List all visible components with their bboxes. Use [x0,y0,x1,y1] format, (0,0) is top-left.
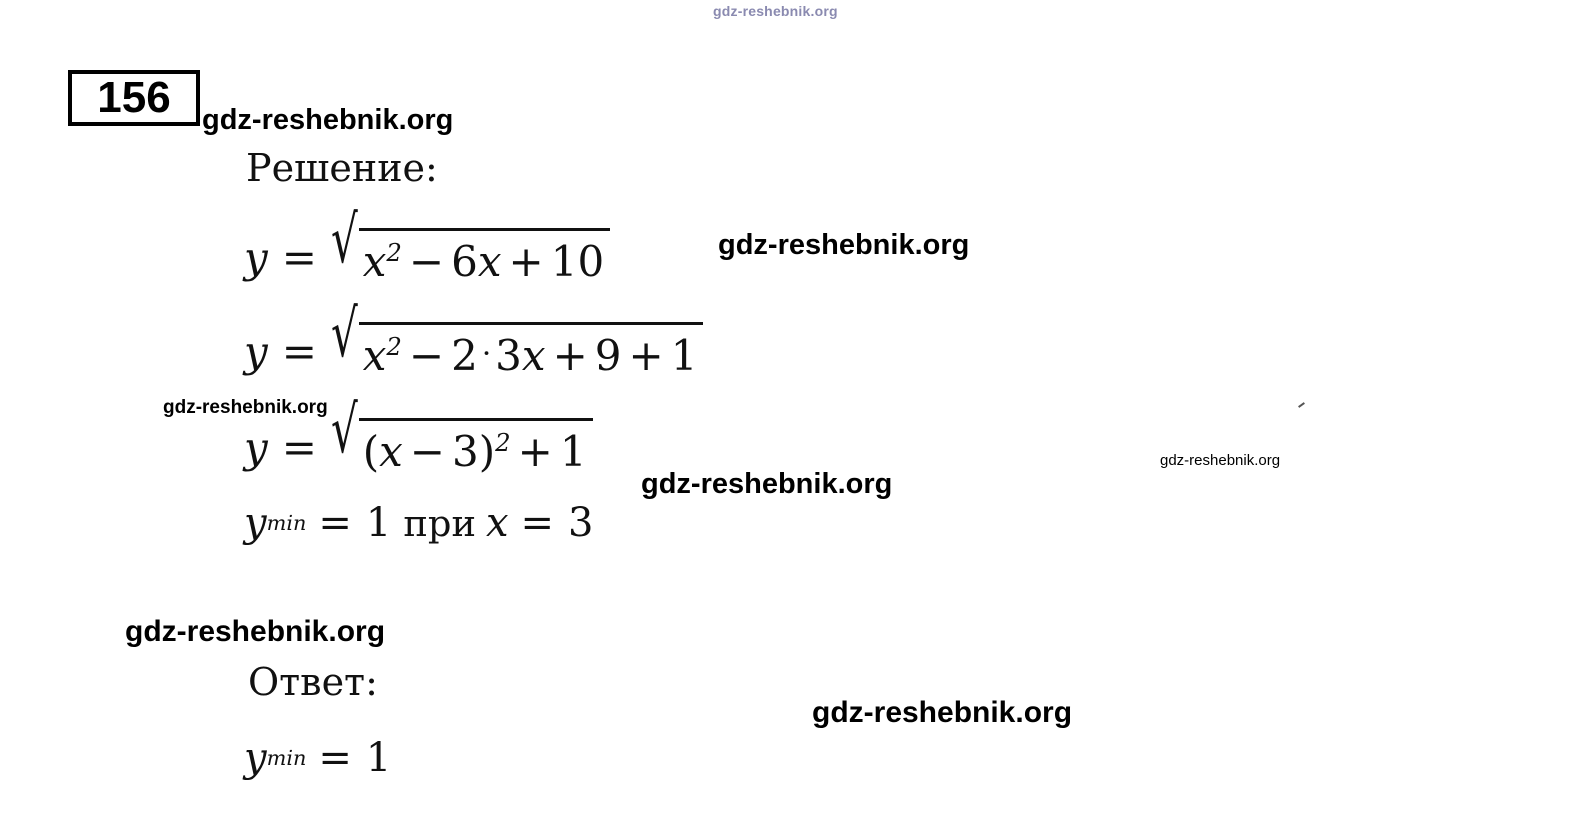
watermark: gdz-reshebnik.org [812,696,1073,729]
equals-sign: = [318,500,352,546]
exercise-number: 156 [97,73,171,122]
radical-icon: √ [330,295,358,372]
ymin-value: 1 [365,735,392,781]
equals-sign: = [281,326,317,376]
radicand: $x^2 - 6x + 10$ [359,228,610,286]
watermark: gdz-reshebnik.org [163,397,328,418]
watermark: gdz-reshebnik.org [1160,452,1281,469]
solution-heading: Решение: [246,146,438,190]
watermark: gdz-reshebnik.org [202,104,454,136]
watermark: gdz-reshebnik.org [125,615,386,648]
equation-1-lhs: y [244,232,268,282]
radical-icon: √ [330,201,358,278]
equation-4: y min = 1 при x = 3 [244,500,594,546]
equals-sign: = [520,500,555,546]
square-root-expression [330,201,610,286]
exercise-number-box [68,70,200,126]
ymin-label: y [244,735,267,781]
equation-2-lhs: y [244,326,268,376]
equation-1 [244,201,610,286]
equation-5: y min = 1 [244,735,392,781]
x-label: x [485,500,509,546]
equation-3-lhs: y [244,422,268,472]
equals-sign: = [281,422,317,472]
square-root-expression [330,295,704,380]
ymin-label: y [244,500,267,546]
at-word: при [403,501,476,545]
radical-icon: √ [330,391,358,468]
ymin-value: 1 [365,500,392,546]
watermark-top: gdz-reshebnik.org [713,3,838,19]
watermark: gdz-reshebnik.org [641,468,893,500]
radicand: $x^2 - 2 \cdot 3x + 9 + 1$ [359,322,704,380]
stray-mark [1298,402,1305,408]
equals-sign: = [318,735,352,781]
square-root-expression [330,391,593,476]
watermark: gdz-reshebnik.org [718,229,970,261]
radicand: $(x - 3)^2 + 1$ [359,418,593,476]
equation-2 [244,295,703,380]
equals-sign: = [281,232,317,282]
x-value: 3 [568,500,594,546]
answer-heading: Ответ: [248,660,378,704]
